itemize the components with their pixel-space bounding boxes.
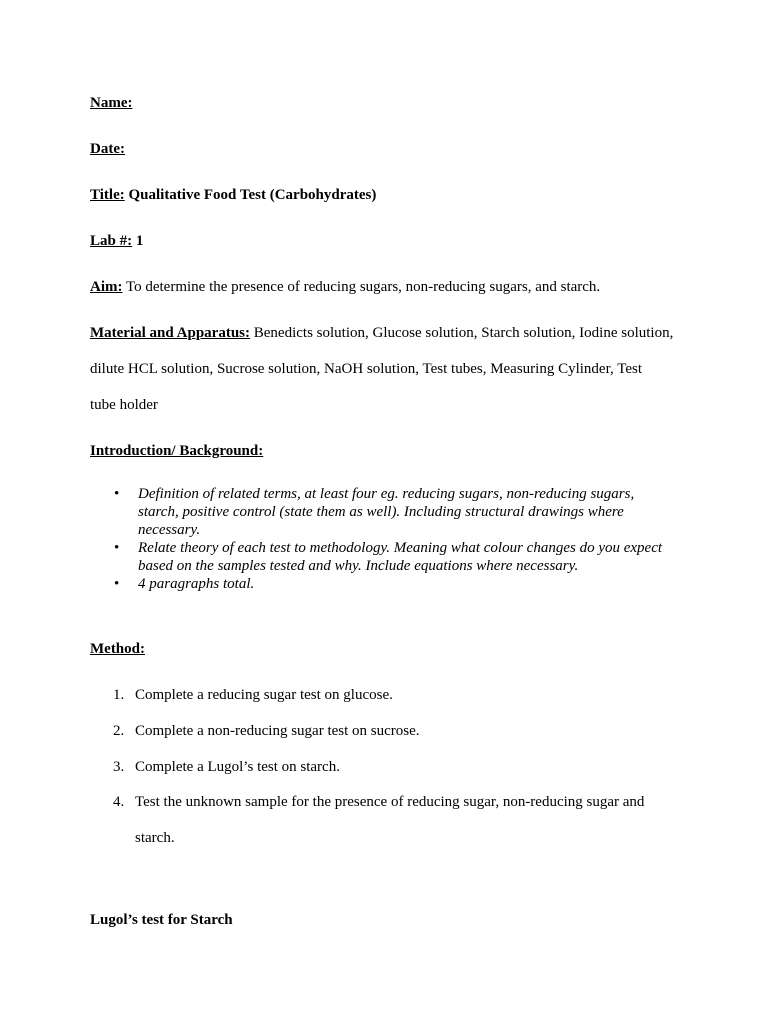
method-step-1 (113, 686, 393, 704)
materials-text-1: Benedicts solution, Glucose solution, Starch solution, Iodine solution, (253, 325, 674, 341)
method-step-4-continuation: starch. (135, 830, 175, 846)
method-step-4 (113, 793, 644, 811)
list-item (114, 539, 674, 575)
lab-field (90, 232, 143, 250)
step-text: Test the unknown sample for the presence of reducing sugar, non-reducing sugar and (135, 794, 645, 810)
date-field (90, 140, 125, 158)
bullet-text: 4 paragraphs total. (138, 576, 255, 592)
title-value: Qualitative Food Test (Carbohydrates) (128, 187, 377, 203)
name-label: Name: (90, 95, 133, 111)
step-text: Complete a non-reducing sugar test on sucrose. (135, 723, 420, 739)
lab-label: Lab #: (90, 233, 133, 249)
lugol-heading-text: Lugol’s test for Starch (90, 912, 233, 928)
introduction-heading (90, 442, 263, 460)
step-number: 4. (113, 794, 125, 810)
title-field (90, 186, 376, 204)
lugol-heading (90, 911, 233, 929)
list-item (114, 575, 674, 593)
step-text: Complete a reducing sugar test on glucose. (135, 687, 393, 703)
introduction-bullet-list (114, 485, 674, 593)
date-label: Date: (90, 141, 125, 157)
bullet-icon: • (114, 540, 120, 556)
materials-line-3: tube holder (90, 397, 158, 413)
method-heading (90, 640, 145, 658)
bullet-icon: • (114, 486, 120, 502)
bullet-text: Definition of related terms, at least four eg. reducing sugars, non-reducing sugars, starch, positive control (state them as well). Including structural drawings where necessary. (138, 486, 635, 538)
step-number: 3. (113, 759, 125, 775)
method-heading-text: Method: (90, 641, 145, 657)
lab-value: 1 (135, 233, 144, 249)
step-number: 1. (113, 687, 125, 703)
step-text: Complete a Lugol’s test on starch. (135, 759, 340, 775)
materials-line-2: dilute HCL solution, Sucrose solution, NaOH solution, Test tubes, Measuring Cylinder, Test (90, 361, 642, 377)
method-step-2 (113, 722, 420, 740)
bullet-icon: • (114, 576, 120, 592)
name-field (90, 94, 132, 112)
aim-label: Aim: (90, 279, 123, 295)
title-label: Title: (90, 187, 125, 203)
introduction-heading-text: Introduction/ Background: (90, 443, 264, 459)
aim-text: To determine the presence of reducing sugars, non-reducing sugars, and starch. (125, 279, 601, 295)
method-step-3 (113, 758, 340, 776)
materials-line-1 (90, 324, 673, 342)
list-item (114, 485, 674, 539)
bullet-text: Relate theory of each test to methodology. Meaning what colour changes do you expect based on the samples tested and why. Include equations where necessary. (138, 540, 663, 574)
step-number: 2. (113, 723, 125, 739)
aim-field (90, 278, 600, 296)
materials-label: Material and Apparatus: (90, 325, 251, 341)
